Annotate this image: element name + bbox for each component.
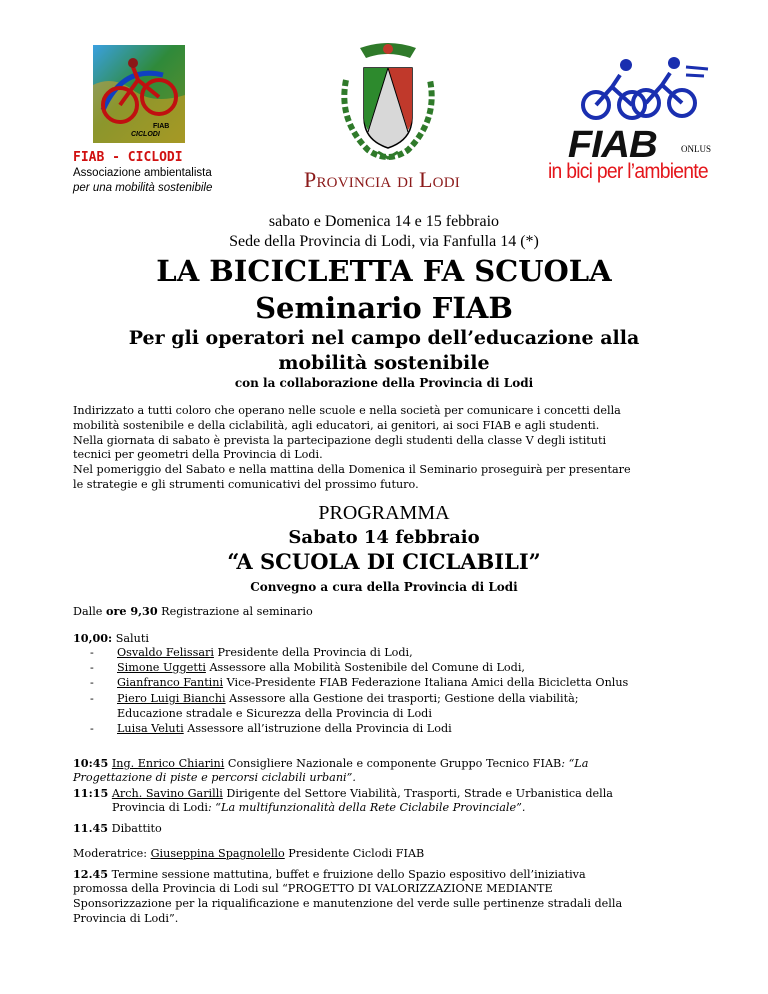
speaker-item — [117, 661, 525, 674]
event-subtitle-line-2: mobilità sostenibile — [278, 352, 490, 374]
speaker-role: Presidente della Provincia di Lodi, — [213, 646, 413, 659]
closing-line-1 — [73, 867, 586, 881]
registration-line — [73, 604, 313, 618]
speaker-role: Vice-Presidente FIAB Federazione Italiana Amici della Bicicletta Onlus — [223, 676, 629, 689]
talk-2-cont — [112, 801, 525, 814]
registration-time: ore 9,30 — [105, 604, 158, 618]
event-title: LA BICICLETTA FA SCUOLA — [156, 254, 612, 288]
speaker-item — [117, 646, 413, 659]
ciclodi-tagline-2: per una mobilità sostenibile — [73, 182, 213, 194]
intro-line: tecnici per geometri della Provincia di Lodi. — [73, 448, 323, 462]
bullet-dash: - — [90, 676, 94, 689]
speaker-item — [117, 722, 452, 735]
bullet-dash: - — [90, 722, 94, 735]
debate-time: 11.45 — [73, 821, 109, 835]
speaker-role: Assessore alla Gestione dei trasporti; Gestione della viabilità; — [225, 692, 579, 705]
talk-2-speaker: Arch. Savino Garilli — [111, 787, 223, 800]
registration-text: Registrazione al seminario — [157, 605, 313, 618]
talk-1-speaker: Ing. Enrico Chiarini — [111, 757, 225, 770]
ciclodi-tagline-1: Associazione ambientalista — [73, 167, 212, 179]
intro-line: le strategie e gli strumenti comunicativi del prossimo futuro. — [73, 477, 419, 491]
talk-1 — [73, 756, 588, 770]
talk-1-time: 10:45 — [73, 756, 109, 770]
moderator-name: Giuseppina Spagnolello — [150, 847, 285, 860]
talk-1-title-start: : “La — [561, 757, 589, 770]
intro-paragraph — [73, 404, 713, 493]
registration-pre: Dalle — [73, 605, 106, 618]
bullet-dash: - — [90, 646, 94, 659]
ciclodi-logo-text-fiab: FIAB — [153, 123, 170, 130]
intro-line: Nel pomeriggio del Sabato e nella mattina della Domenica il Seminario proseguirà per presentare — [73, 463, 631, 477]
speaker-role: Assessore all’istruzione della Provincia di Lodi — [183, 722, 452, 735]
event-venue: Sede della Provincia di Lodi, via Fanfulla 14 (*) — [229, 233, 539, 250]
debate-text: Dibattito — [108, 822, 162, 835]
talk-1-role: Consigliere Nazionale e componente Gruppo Tecnico FIAB — [224, 757, 562, 770]
closing-line-4: Provincia di Lodi”. — [73, 912, 179, 925]
talk-1-title-end: Progettazione di piste e percorsi ciclabili urbani”. — [73, 771, 356, 784]
speaker-name: Piero Luigi Bianchi — [117, 692, 226, 705]
event-subtitle-line-1: Per gli operatori nel campo dell’educazione alla — [128, 327, 640, 349]
fiab-wordmark: FIAB — [567, 124, 657, 166]
speaker-name: Luisa Veluti — [117, 722, 184, 735]
moderator-label: Moderatrice: — [73, 847, 151, 860]
program-day: Sabato 14 febbraio — [288, 527, 480, 548]
collaboration-note: con la collaborazione della Provincia di Lodi — [234, 376, 534, 390]
bullet-dash: - — [90, 692, 94, 705]
program-title: “A SCUOLA DI CICLABILI” — [227, 549, 541, 574]
greetings-line — [73, 631, 149, 645]
moderator-role: Presidente Ciclodi FIAB — [284, 847, 425, 860]
speaker-role: Assessore alla Mobilità Sostenibile del Comune di Lodi, — [205, 661, 525, 674]
greetings-label: Saluti — [112, 632, 149, 645]
speaker-name: Gianfranco Fantini — [117, 676, 224, 689]
closing-line-2: promossa della Provincia di Lodi sul “PROGETTO DI VALORIZZAZIONE MEDIANTE — [73, 882, 553, 895]
moderator-line — [73, 847, 424, 860]
provincia-crest — [338, 40, 438, 164]
intro-line: Indirizzato a tutti coloro che operano nelle scuole e nella società per comunicare i concetti della — [73, 404, 621, 417]
intro-line: mobilità sostenibile e della ciclabilità, agli educatori, ai genitori, ai soci FIAB e agli studenti. — [73, 418, 600, 432]
bullet-dash: - — [90, 661, 94, 674]
fiab-slogan: in bici per l’ambiente — [548, 160, 708, 183]
speaker-name: Osvaldo Felissari — [117, 646, 214, 659]
talk-1-title-cont — [73, 771, 356, 784]
speaker-name: Simone Uggetti — [117, 661, 206, 674]
speaker-role-continued: Educazione stradale e Sicurezza della Provincia di Lodi — [117, 707, 432, 720]
speaker-item — [117, 692, 579, 705]
seminar-title: Seminario FIAB — [255, 291, 513, 325]
talk-2-title: : “La multifunzionalità della Rete Ciclabile Provinciale”. — [207, 801, 526, 814]
ciclodi-name: FIAB - CICLODI — [73, 150, 183, 165]
fiab-onlus: ONLUS — [681, 144, 712, 154]
closing-time: 12.45 — [73, 867, 109, 881]
closing-text: Termine sessione mattutina, buffet e fruizione dello Spazio espositivo dell’iniziativa — [108, 868, 586, 881]
talk-2-role: Dirigente del Settore Viabilità, Trasporti, Strade e Urbanistica della — [222, 787, 613, 800]
ciclodi-logo — [93, 45, 185, 143]
fiab-cyclists-logo — [574, 57, 714, 129]
ciclodi-logo-text-ciclodi: CICLODI — [131, 131, 160, 138]
closing-line-3: Sponsorizzazione per la riqualificazione e manutenzione del verde sulle pertinenze stradali della — [73, 897, 623, 910]
program-heading: PROGRAMMA — [318, 502, 450, 524]
speaker-item — [117, 676, 628, 689]
greetings-time: 10,00: — [73, 631, 113, 645]
debate-line — [73, 821, 162, 835]
talk-2-role-cont: Provincia di Lodi — [112, 801, 208, 814]
talk-2 — [73, 786, 613, 800]
talk-2-time: 11:15 — [73, 786, 109, 800]
intro-line: Nella giornata di sabato è prevista la partecipazione degli studenti della classe V degli istituti — [73, 433, 607, 447]
convegno-note: Convegno a cura della Provincia di Lodi — [250, 580, 518, 594]
event-date: sabato e Domenica 14 e 15 febbraio — [268, 213, 500, 230]
provincia-name: Provincia di Lodi — [304, 167, 460, 192]
